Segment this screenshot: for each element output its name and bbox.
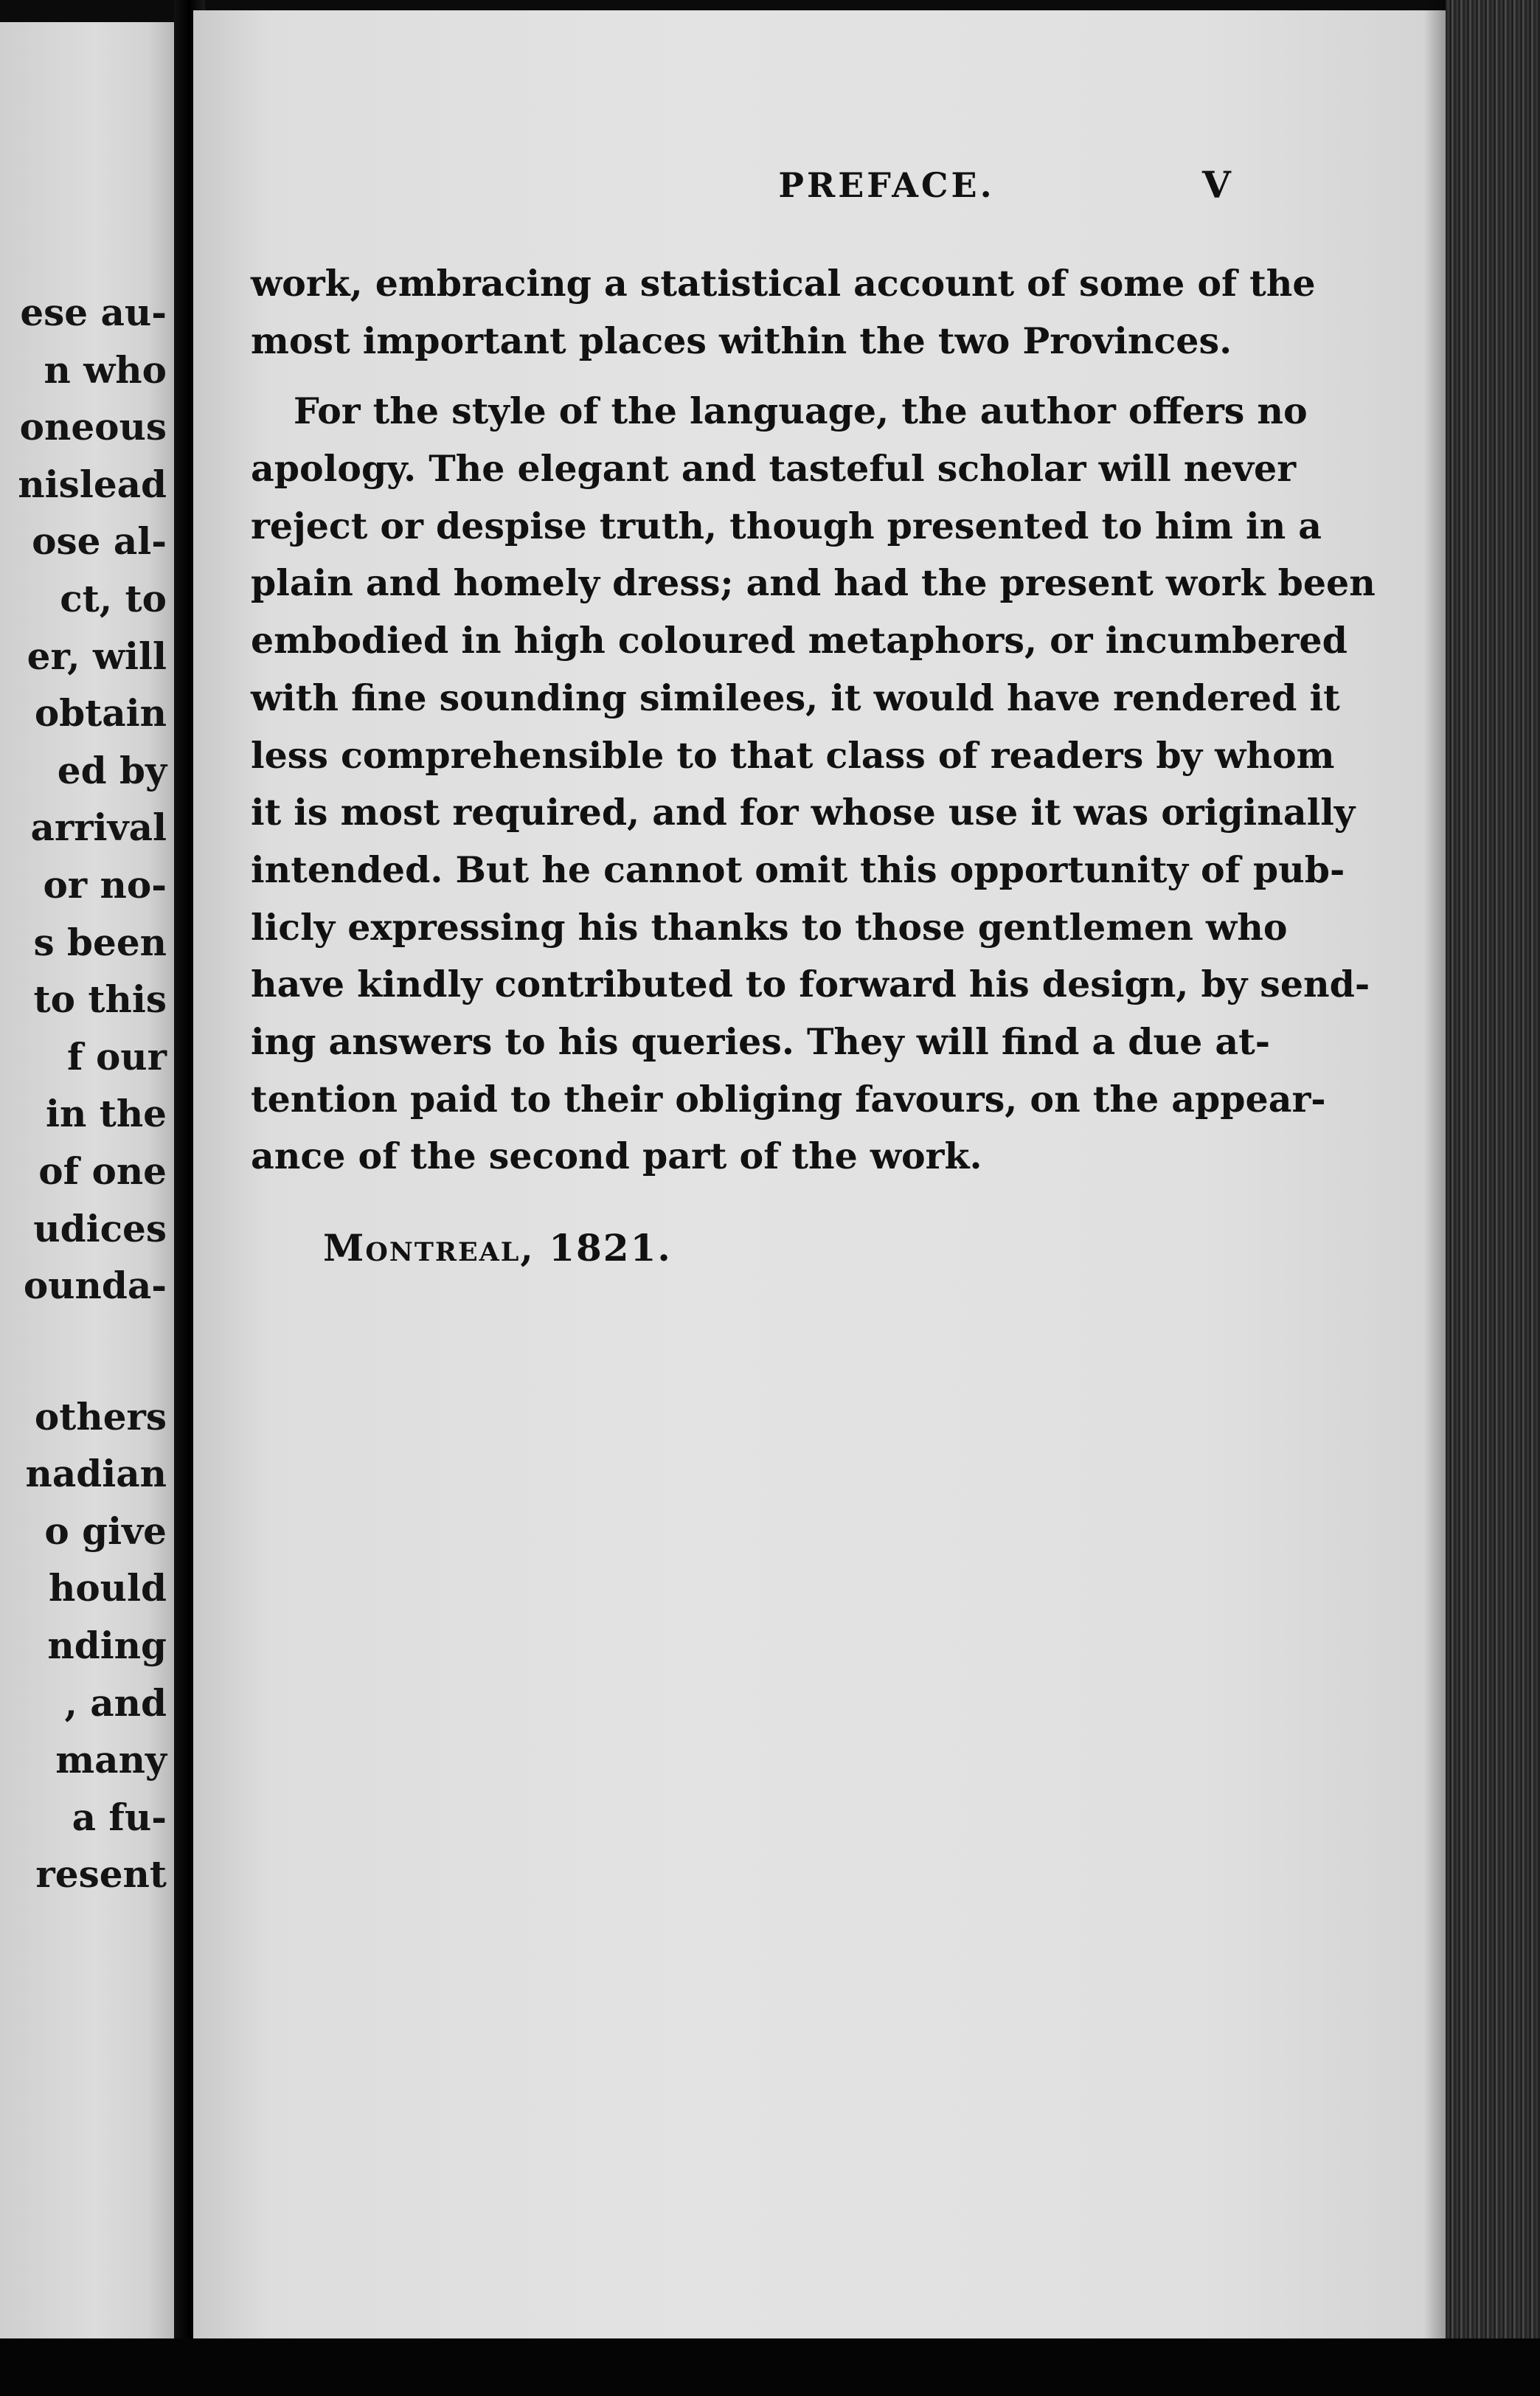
text-line: it is most required, and for whose use it was originally [251,791,1356,834]
page-title: PREFACE. [778,165,995,205]
left-page-line: oneous [19,405,167,449]
text-line: For the style of the language, the author offers no [294,389,1308,433]
left-page-line: er, will [27,634,167,678]
book-page-edge [1446,0,1540,2396]
text-line: apology. The elegant and tasteful scholar will never [251,447,1297,491]
left-page-line: nding [47,1624,167,1668]
left-page-line: udices [33,1206,167,1250]
left-page-line: o give [44,1509,167,1553]
text-line: less comprehensible to that class of readers by whom [251,733,1335,777]
text-line: ance of the second part of the work. [251,1135,982,1178]
left-page-gap [0,1315,167,1388]
left-facing-page [0,22,174,2346]
left-page-line: a fu- [72,1795,167,1839]
text-line: embodied in high coloured metaphors, or incumbered [251,619,1348,662]
left-page-line: ese au- [20,291,167,334]
left-page-line: others [34,1394,167,1438]
scan-bottom-edge [0,2338,1540,2396]
text-line: with fine sounding similees, it would have rendered it [251,676,1340,719]
left-page-line: f our [67,1034,167,1078]
left-page-line: or no- [43,862,167,907]
text-line: tention paid to their obliging favours, on the appear- [251,1077,1326,1121]
left-page-line: , and [64,1680,167,1725]
running-head [193,159,1447,211]
left-page-line: hould [48,1566,167,1610]
left-page-line: in the [45,1092,167,1136]
text-line: have kindly contributed to forward his design, by send- [251,963,1370,1006]
text-line: work, embracing a statistical account of some of the [251,262,1316,305]
text-line: intended. But he cannot omit this opportunity of pub- [251,848,1345,891]
signoff-place-date: Montreal, 1821. [323,1226,672,1270]
left-page-line: to this [33,977,167,1022]
body-text [251,255,1376,1185]
text-line: licly expressing his thanks to those gentlemen who [251,905,1288,949]
text-line: most important places within the two Provinces. [251,319,1232,362]
paragraph-gap [251,370,1241,383]
left-page-line: nislead [18,462,167,506]
left-page-line: ed by [57,748,167,792]
left-page-line: obtain [34,691,167,735]
left-page-line: many [55,1738,167,1782]
left-page-line: resent [35,1852,167,1897]
left-page-line: nadian [25,1452,167,1496]
page-number: V [1202,163,1231,207]
text-line: ing answers to his queries. They will find a due at- [251,1019,1271,1063]
left-page-line: ose al- [32,519,167,564]
left-page-text [0,284,167,1903]
left-page-line: arrival [30,806,167,850]
text-line: reject or despise truth, though presented to him in a [251,504,1322,547]
left-page-line: s been [33,920,167,964]
left-page-line: n who [44,347,167,392]
left-page-line: ounda- [23,1264,167,1308]
text-line: plain and homely dress; and had the present work been [251,561,1376,605]
left-page-line: ct, to [60,576,167,620]
left-page-line: of one [38,1149,167,1193]
